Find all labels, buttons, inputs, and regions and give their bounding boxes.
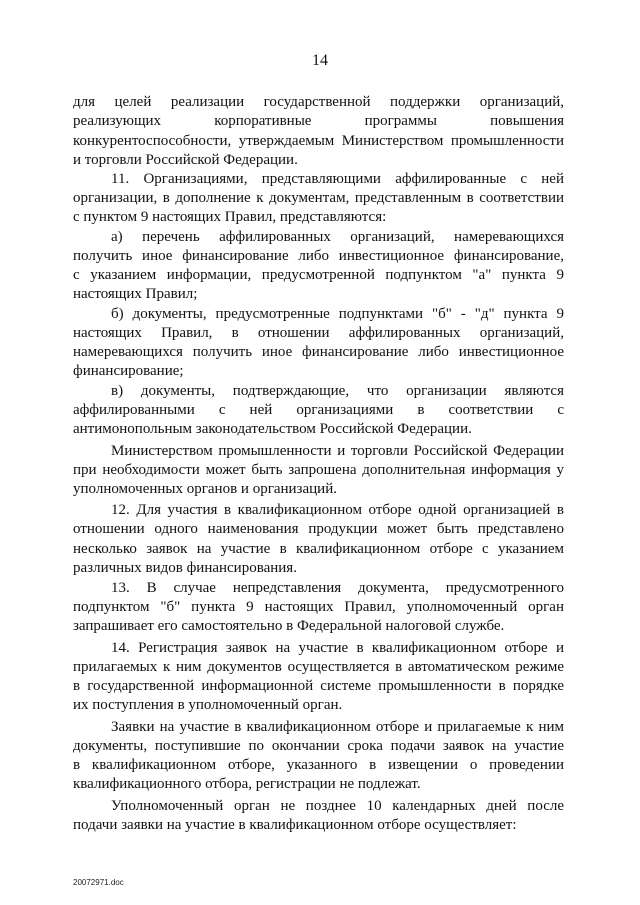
text-line: уполномоченных органов и организаций. xyxy=(73,481,337,497)
page-number: 14 xyxy=(312,52,328,69)
text-line: получить иное финансирование либо инвестиционное финансирование, xyxy=(73,248,564,264)
text-line: подачи заявки на участие в квалификационном отборе осуществляет: xyxy=(73,817,517,833)
text-line: 13. В случае непредставления документа, предусмотренного xyxy=(111,580,564,596)
text-line: подпунктом "б" пункта 9 настоящих Правил, уполномоченный орган xyxy=(73,599,564,615)
text-line: аффилированными с ней организациями в соответствии с xyxy=(73,402,564,418)
text-line: 12. Для участия в квалификационном отборе одной организацией в xyxy=(111,502,564,518)
text-line: квалификационного отбора, регистрации не подлежат. xyxy=(73,776,421,792)
text-line: отношении одного наименования продукции может быть представлено xyxy=(73,521,564,537)
text-line: организации, в дополнение к документам, представленным в соответствии xyxy=(73,190,564,206)
text-line: конкурентоспособности, утверждаемым Министерством промышленности xyxy=(73,133,564,149)
text-line: антимонопольным законодательством Российской Федерации. xyxy=(73,421,472,437)
text-line: а) перечень аффилированных организаций, намеревающихся xyxy=(111,229,564,245)
text-line: с указанием информации, предусмотренной подпунктом "а" пункта 9 xyxy=(73,267,564,283)
text-line: документы, поступившие по окончании срока подачи заявок на участие xyxy=(73,738,564,754)
text-line: запрашивает его самостоятельно в Федеральной налоговой службе. xyxy=(73,618,505,634)
text-line: с пунктом 9 настоящих Правил, представляются: xyxy=(73,209,387,225)
text-line: в квалификационном отборе, указанного в извещении о проведении xyxy=(73,757,564,773)
text-line: настоящих Правил; xyxy=(73,286,198,302)
text-line: финансирование; xyxy=(73,363,184,379)
text-line: прилагаемых к ним документов осуществляется в автоматическом режиме xyxy=(73,659,564,675)
text-line: Министерством промышленности и торговли Российской Федерации xyxy=(111,443,564,459)
text-line: в) документы, подтверждающие, что организации являются xyxy=(111,383,564,399)
text-line: их поступления в уполномоченный орган. xyxy=(73,697,343,713)
text-line: при необходимости может быть запрошена дополнительная информация у xyxy=(73,462,564,478)
text-line: в государственной информационной системе промышленности в порядке xyxy=(73,678,564,694)
text-line: б) документы, предусмотренные подпунктами "б" - "д" пункта 9 xyxy=(111,306,564,322)
text-line: несколько заявок на участие в квалификационном отборе с указанием xyxy=(73,541,564,557)
text-line: 14. Регистрация заявок на участие в квалификационном отборе и xyxy=(111,640,564,656)
text-line: и торговли Российской Федерации. xyxy=(73,152,298,168)
text-line: 11. Организациями, представляющими аффилированные с ней xyxy=(111,171,564,187)
text-line: различных видов финансирования. xyxy=(73,560,297,576)
text-line: реализующих корпоративные программы повышения xyxy=(73,113,564,129)
document-filename: 20072971.doc xyxy=(73,878,124,887)
text-line: для целей реализации государственной поддержки организаций, xyxy=(73,94,564,110)
text-line: Уполномоченный орган не позднее 10 календарных дней после xyxy=(111,798,564,814)
text-line: настоящих Правил, в отношении аффилированных организаций, xyxy=(73,325,564,341)
text-line: Заявки на участие в квалификационном отборе и прилагаемые к ним xyxy=(111,719,564,735)
text-line: намеревающихся получить иное финансирование либо инвестиционное xyxy=(73,344,564,360)
